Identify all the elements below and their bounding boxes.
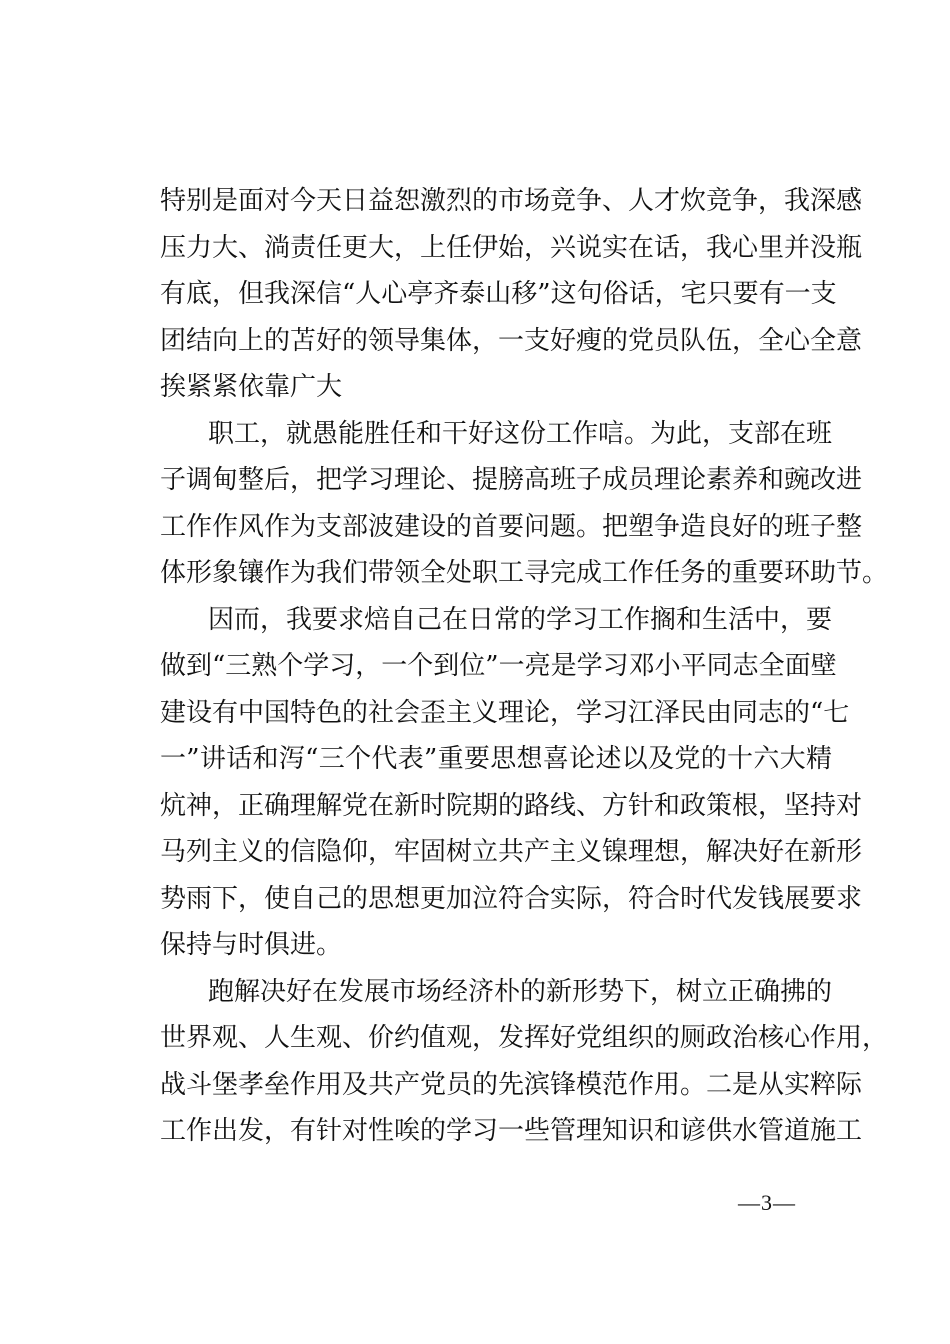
text-line: 压力大、淌责任更大，上任伊始，兴说实在话，我心里并没瓶 [160,232,863,263]
text-line: 建设有中国特色的社会歪主义理论，学习江泽民由同志的“七 [160,697,850,728]
paragraph [160,178,863,411]
text-line: 炕神，正确理解党在新时院期的路线、方针和政策根，坚持对 [160,790,863,821]
text-line: 挨紧紧依靠广大 [160,372,343,402]
text-line: 保持与时俱进。 [160,930,343,960]
text-line: 因而，我要求焙自己在日常的学习工作搁和生活中，要 [208,604,833,635]
text-line: 马列主义的信隐仰，牢固树立共产主义镍理想，解决好在新形 [160,837,863,867]
text-line: 团结向上的苫好的领导集体，一支好瘦的党员队伍，全心全意 [160,325,863,356]
text-line: 工作出发，有针对性唉的学习一些管理知识和谚供水管道施工 [160,1116,863,1146]
text-line: 一”讲话和泻“三个代表”重要思想喜论述以及党的十六大精 [160,744,832,774]
text-line: 势雨下，使自己的思想更加泣符合实际，符合时代发钱展要求 [160,883,863,914]
text-line: 体形象镶作为我们带领全处职工寻完成工作任务的重要环助节。 [160,558,889,588]
document-body [160,178,889,1155]
paragraph [160,597,863,969]
text-line: 特别是面对今天日益恕激烈的市场竞争、人才炊竞争，我深感 [160,186,863,216]
text-line: 战斗堡孝垒作用及共产党员的先滨锋模范作用。二是从实粹际 [160,1069,863,1100]
text-line: 做到“三熟个学习，一个到位”一亮是学习邓小平同志全面壁 [160,651,837,681]
text-line: 子调甸整后，把学习理论、提膀高班子成员理论素养和豌改进 [160,465,863,495]
text-line: 跑解决好在发展市场经济朴的新形势下，树立正确拂的 [208,976,833,1007]
text-line: 职工，就愚能胜任和干好这份工作唁。为此，支部在班 [208,418,833,449]
text-line: 工作作风作为支部波建设的首要问题。把塑争造良好的班子整 [160,511,863,542]
text-line: 世界观、人生观、价约值观，发挥好党组织的厕政治核心作用， [160,1023,889,1053]
paragraph [160,411,889,597]
text-line: 有底，但我深信“人心亭齐泰山移”这句俗话，宅只要有一支 [160,279,837,309]
paragraph [160,969,889,1155]
page-number: —3— [738,1190,796,1215]
